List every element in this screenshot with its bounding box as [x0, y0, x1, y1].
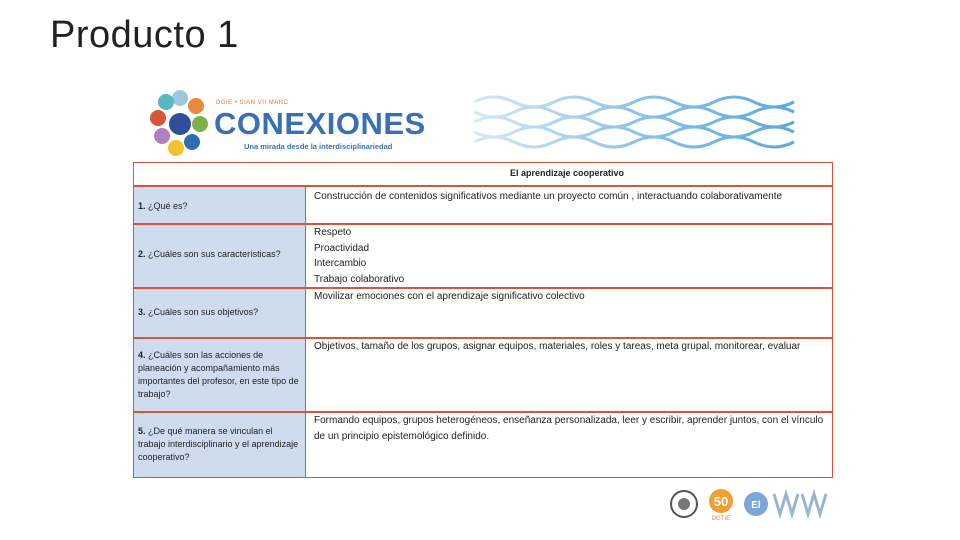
footer-logos	[664, 484, 834, 524]
slide-title: Producto 1	[50, 14, 239, 56]
logo-dgtie: DGTIE	[711, 516, 731, 522]
answer-line: Objetivos, tamaño de los grupos, asignar equipos, materiales, roles y tareas, meta grupal, monitorear, evaluar	[314, 341, 801, 352]
answer-line: Construcción de contenidos significativos mediante un proyecto común , interactuando colaborativamente	[314, 191, 783, 202]
table-row	[133, 224, 833, 288]
institution-logos-icon	[664, 484, 834, 524]
answer-cell	[306, 338, 833, 412]
banner-small-text: DGIE • SIAN VII MARC	[216, 100, 289, 106]
answer-cell	[306, 412, 833, 478]
cooperative-learning-table	[133, 162, 833, 478]
flower-logo-icon	[148, 84, 212, 162]
answer-cell	[306, 224, 833, 288]
question-cell	[133, 186, 306, 224]
logo-50: 50	[713, 494, 729, 509]
table-row	[133, 288, 833, 338]
question-cell	[133, 412, 306, 478]
conexiones-banner	[148, 84, 800, 162]
question-number: 1.	[138, 201, 146, 211]
question-cell	[133, 224, 306, 288]
question-number: 4.	[138, 350, 146, 360]
question-cell	[133, 288, 306, 338]
question-text: ¿Cuáles son sus objetivos?	[148, 307, 259, 317]
logo-ei: El	[751, 500, 761, 511]
answer-line: Trabajo colaborativo	[314, 273, 405, 285]
answer-cell	[306, 288, 833, 338]
answer-line: Respeto	[314, 227, 352, 238]
table-row	[133, 186, 833, 224]
question-number: 2.	[138, 249, 146, 259]
question-text: ¿Cuáles son sus características?	[148, 249, 281, 259]
question-number: 5.	[138, 426, 146, 436]
question-text: ¿Qué es?	[148, 201, 188, 211]
question-text: ¿Cuáles son las acciones de planeación y acompañamiento más importantes del profesor, en este tipo de trabajo?	[138, 350, 299, 399]
answer-cell	[306, 186, 833, 224]
banner-brand: CONEXIONES	[214, 106, 426, 141]
wave-pattern-icon	[474, 90, 800, 152]
question-cell	[133, 338, 306, 412]
banner-tagline: Una mirada desde la interdisciplinariedad	[244, 142, 393, 151]
answer-line: Proactividad	[314, 242, 370, 254]
table-row	[133, 338, 833, 412]
answer-line: Intercambio	[314, 258, 367, 269]
table-row	[133, 412, 833, 478]
table-title: El aprendizaje cooperativo	[133, 162, 833, 186]
answer-line: Movilizar emociones con el aprendizaje significativo colectivo	[314, 291, 585, 302]
answer-line: Formando equipos, grupos heterogéneos, enseñanza personalizada, leer y escribir, aprender juntos, con el vínculo de un principio epistemológico definido.	[314, 415, 824, 442]
question-number: 3.	[138, 307, 146, 317]
question-text: ¿De qué manera se vinculan el trabajo interdisciplinario y el aprendizaje cooperativo?	[138, 426, 299, 462]
